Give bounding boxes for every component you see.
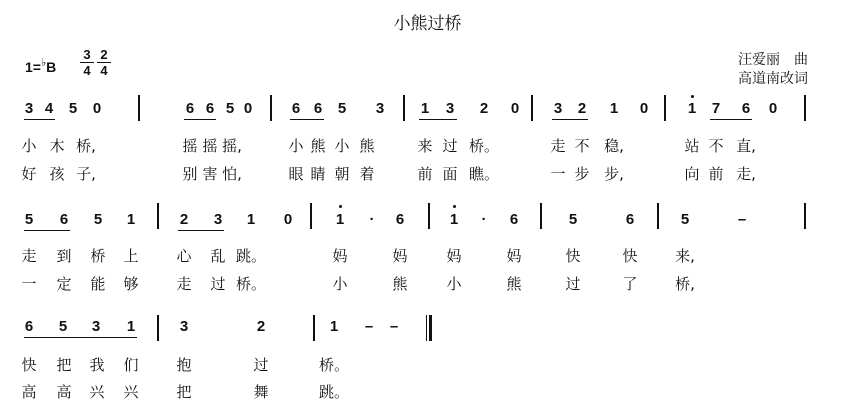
lyric-char: 快	[565, 247, 581, 265]
note-1: 1	[687, 100, 697, 117]
lyric-char: 好	[21, 165, 37, 183]
lyric-char: 抱	[176, 356, 192, 374]
note-1: 1	[420, 100, 430, 117]
high-octave-dot	[691, 95, 694, 98]
note-2: 2	[179, 211, 189, 228]
lyric-char: 把	[56, 356, 72, 374]
note-6: 6	[509, 211, 519, 228]
bar-line	[664, 95, 666, 121]
note-3: 3	[445, 100, 455, 117]
bar-line	[138, 95, 140, 121]
song-title: 小熊过桥	[393, 14, 462, 34]
lyric-char: 走	[21, 247, 37, 265]
lyric-char: 孩	[49, 165, 65, 183]
note-5: 5	[24, 211, 34, 228]
time-sig-numerator: 2	[97, 47, 111, 63]
lyric-char: 睛	[310, 165, 326, 183]
note-5: 5	[93, 211, 103, 228]
lyric-char: 摇	[202, 137, 218, 155]
lyric-char: 快	[21, 356, 37, 374]
lyric-char: 小	[21, 137, 37, 155]
lyric-char: 走,	[736, 165, 756, 183]
note-1: 1	[335, 211, 345, 228]
bar-line	[270, 95, 272, 121]
lyric-char: 步	[574, 165, 590, 183]
bar-line	[804, 95, 806, 121]
lyric-char: 到	[56, 247, 72, 265]
lyric-char: 高	[21, 383, 37, 401]
lyric-char: 眼	[288, 165, 304, 183]
final-barline	[429, 315, 432, 341]
lyric-char: 一	[550, 165, 566, 183]
note-0: 0	[768, 100, 778, 117]
note-5: 5	[68, 100, 78, 117]
note-5: 5	[337, 100, 347, 117]
lyric-char: 熊	[392, 275, 408, 293]
lyric-char: 兴	[123, 383, 139, 401]
lyric-char: 稳,	[604, 137, 624, 155]
beam-underline	[419, 119, 457, 120]
note-5: 5	[680, 211, 690, 228]
note-6: 6	[185, 100, 195, 117]
key-note: B	[46, 59, 57, 75]
beam-underline	[178, 230, 224, 231]
lyric-char: 桥	[90, 247, 106, 265]
bar-line	[540, 203, 542, 229]
note-6: 6	[205, 100, 215, 117]
time-sig-denominator: 4	[83, 63, 91, 78]
lyric-char: 过	[442, 137, 458, 155]
bar-line	[157, 203, 159, 229]
lyric-char: 跳。	[318, 383, 350, 401]
lyric-char: 步,	[604, 165, 624, 183]
note-0: 0	[639, 100, 649, 117]
lyric-char: 们	[123, 356, 139, 374]
lyric-char: 木	[49, 137, 65, 155]
lyric-char: 桥。	[318, 356, 350, 374]
note-0: 0	[243, 100, 253, 117]
note-3: 3	[179, 318, 189, 335]
note-5: 5	[58, 318, 68, 335]
lyric-char: 把	[176, 383, 192, 401]
lyric-char: 熊	[506, 275, 522, 293]
lyric-char: 舞	[253, 383, 269, 401]
lyric-char: 直,	[736, 137, 756, 155]
lyric-char: 妈	[506, 247, 522, 265]
lyric-char: 熊	[359, 137, 375, 155]
lyric-char: 桥。	[235, 275, 267, 293]
lyric-char: 走	[550, 137, 566, 155]
time-sig-numerator: 3	[80, 47, 94, 63]
dot-rhythm: ·	[369, 211, 375, 228]
lyric-char: 前	[417, 165, 433, 183]
beam-underline	[24, 337, 137, 338]
bar-line	[403, 95, 405, 121]
lyric-char: 向	[684, 165, 700, 183]
lyric-char: 子,	[76, 165, 96, 183]
note-6: 6	[741, 100, 751, 117]
lyric-char: 我	[89, 356, 105, 374]
lyric-char: 走	[176, 275, 192, 293]
bar-line	[310, 203, 312, 229]
bar-line	[531, 95, 533, 121]
lyric-char: 定	[56, 275, 72, 293]
lyric-char: 摇,	[222, 137, 242, 155]
lyric-char: 不	[708, 137, 724, 155]
final-barline	[426, 315, 427, 341]
time-signature-2-4	[97, 47, 111, 78]
sustain-dash: –	[364, 318, 374, 335]
beam-underline	[290, 119, 324, 120]
lyric-char: 别	[182, 165, 198, 183]
lyric-char: 过	[253, 356, 269, 374]
lyric-char: 兴	[89, 383, 105, 401]
lyric-char: 桥,	[76, 137, 96, 155]
beam-underline	[184, 119, 216, 120]
high-octave-dot	[453, 205, 456, 208]
beam-underline	[24, 119, 55, 120]
note-3: 3	[213, 211, 223, 228]
lyric-char: 心	[176, 247, 192, 265]
note-4: 4	[44, 100, 54, 117]
lyric-char: 妈	[392, 247, 408, 265]
lyric-char: 来	[417, 137, 433, 155]
note-1: 1	[609, 100, 619, 117]
note-1: 1	[449, 211, 459, 228]
lyric-char: 小	[288, 137, 304, 155]
lyric-char: 害	[202, 165, 218, 183]
note-3: 3	[24, 100, 34, 117]
sustain-dash: –	[389, 318, 399, 335]
beam-underline	[710, 119, 752, 120]
key-signature	[25, 56, 56, 75]
lyric-char: 够	[123, 275, 139, 293]
lyric-char: 妈	[446, 247, 462, 265]
lyricist-credit: 高道南改词	[738, 71, 808, 87]
lyric-char: 桥。	[468, 137, 500, 155]
lyric-char: 跳。	[235, 247, 267, 265]
lyric-char: 高	[56, 383, 72, 401]
sustain-dash: –	[737, 211, 747, 228]
lyric-char: 来,	[675, 247, 695, 265]
note-3: 3	[553, 100, 563, 117]
note-0: 0	[510, 100, 520, 117]
lyric-char: 能	[90, 275, 106, 293]
note-5: 5	[225, 100, 235, 117]
bar-line	[428, 203, 430, 229]
note-5: 5	[568, 211, 578, 228]
note-1: 1	[126, 211, 136, 228]
lyric-char: 面	[442, 165, 458, 183]
lyric-char: 小	[334, 137, 350, 155]
note-6: 6	[291, 100, 301, 117]
note-7: 7	[711, 100, 721, 117]
note-6: 6	[24, 318, 34, 335]
lyric-char: 小	[446, 275, 462, 293]
lyric-char: 着	[359, 165, 375, 183]
bar-line	[657, 203, 659, 229]
flat-sign: ♭	[40, 57, 47, 69]
composer-credit: 汪爱丽 曲	[738, 52, 808, 68]
lyric-char: 站	[684, 137, 700, 155]
lyric-char: 上	[123, 247, 139, 265]
bar-line	[804, 203, 806, 229]
lyric-char: 怕,	[222, 165, 242, 183]
note-1: 1	[246, 211, 256, 228]
beam-underline	[24, 230, 70, 231]
note-6: 6	[625, 211, 635, 228]
lyric-char: 朝	[334, 165, 350, 183]
lyric-char: 不	[574, 137, 590, 155]
note-2: 2	[577, 100, 587, 117]
time-sig-denominator: 4	[100, 63, 108, 78]
note-6: 6	[395, 211, 405, 228]
note-6: 6	[313, 100, 323, 117]
note-3: 3	[375, 100, 385, 117]
note-3: 3	[91, 318, 101, 335]
lyric-char: 妈	[332, 247, 348, 265]
lyric-char: 快	[622, 247, 638, 265]
lyric-char: 熊	[310, 137, 326, 155]
note-2: 2	[479, 100, 489, 117]
lyric-char: 过	[565, 275, 581, 293]
bar-line	[313, 315, 315, 341]
dot-rhythm: ·	[481, 211, 487, 228]
lyric-char: 前	[708, 165, 724, 183]
note-1: 1	[329, 318, 339, 335]
note-6: 6	[59, 211, 69, 228]
note-1: 1	[126, 318, 136, 335]
bar-line	[157, 315, 159, 341]
key-prefix: 1=	[25, 59, 41, 75]
lyric-char: 了	[622, 275, 638, 293]
lyric-char: 摇	[182, 137, 198, 155]
lyric-char: 桥,	[675, 275, 695, 293]
note-0: 0	[92, 100, 102, 117]
note-0: 0	[283, 211, 293, 228]
high-octave-dot	[339, 205, 342, 208]
beam-underline	[552, 119, 588, 120]
lyric-char: 乱	[210, 247, 226, 265]
lyric-char: 一	[21, 275, 37, 293]
lyric-char: 小	[332, 275, 348, 293]
note-2: 2	[256, 318, 266, 335]
lyric-char: 过	[210, 275, 226, 293]
time-signature-3-4	[80, 47, 94, 78]
lyric-char: 瞧。	[468, 165, 500, 183]
